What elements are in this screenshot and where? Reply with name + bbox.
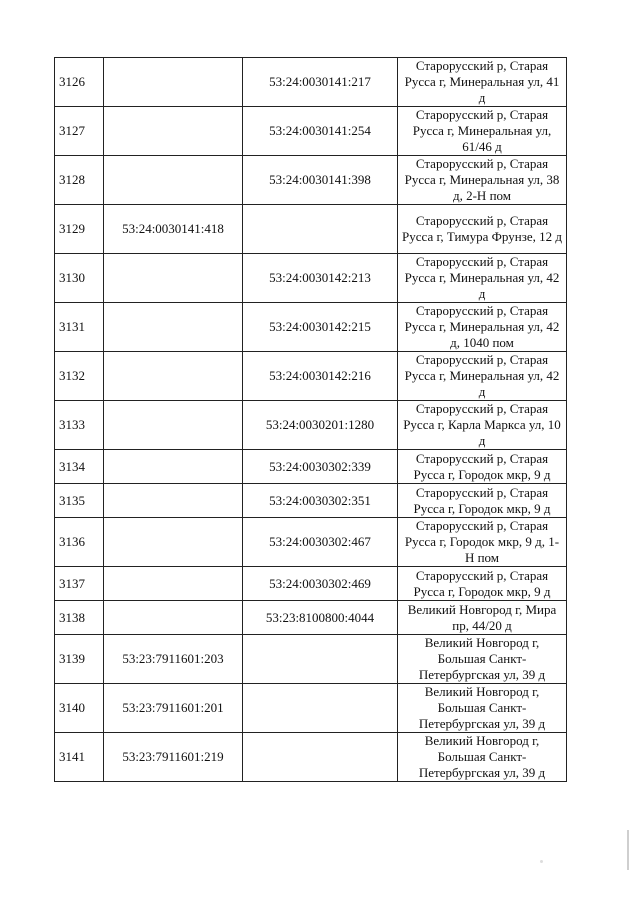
cadastral-number-b-cell: 53:24:0030141:217 — [243, 58, 398, 107]
row-number-cell: 3130 — [55, 254, 104, 303]
cadastral-number-a-cell — [104, 401, 243, 450]
address-cell: Великий Новгород г, Большая Санкт-Петербургская ул, 39 д — [398, 684, 567, 733]
table-row — [55, 254, 567, 303]
cadastral-number-b-cell: 53:24:0030302:469 — [243, 567, 398, 601]
cadastral-number-b-cell — [243, 684, 398, 733]
cadastral-number-b-cell: 53:24:0030142:213 — [243, 254, 398, 303]
row-number-cell: 3134 — [55, 450, 104, 484]
cadastral-number-b-cell: 53:24:0030302:339 — [243, 450, 398, 484]
cadastral-number-a-cell — [104, 107, 243, 156]
row-number-cell: 3140 — [55, 684, 104, 733]
scan-artifact — [627, 830, 629, 870]
table-row — [55, 107, 567, 156]
row-number-cell: 3127 — [55, 107, 104, 156]
cadastral-number-b-cell: 53:24:0030142:215 — [243, 303, 398, 352]
address-cell: Старорусский р, Старая Русса г, Карла Маркса ул, 10 д — [398, 401, 567, 450]
cadastral-number-b-cell: 53:23:8100800:4044 — [243, 601, 398, 635]
row-number-cell: 3136 — [55, 518, 104, 567]
table-row — [55, 156, 567, 205]
cadastral-number-a-cell — [104, 484, 243, 518]
cadastral-number-a-cell: 53:24:0030141:418 — [104, 205, 243, 254]
cadastral-number-a-cell — [104, 450, 243, 484]
address-cell: Старорусский р, Старая Русса г, Минеральная ул, 42 д — [398, 352, 567, 401]
table-row — [55, 733, 567, 782]
row-number-cell: 3139 — [55, 635, 104, 684]
cadastral-number-a-cell: 53:23:7911601:201 — [104, 684, 243, 733]
cadastral-number-b-cell: 53:24:0030142:216 — [243, 352, 398, 401]
address-cell: Старорусский р, Старая Русса г, Минеральная ул, 42 д — [398, 254, 567, 303]
table-row — [55, 518, 567, 567]
row-number-cell: 3138 — [55, 601, 104, 635]
table-row — [55, 484, 567, 518]
address-cell: Старорусский р, Старая Русса г, Городок мкр, 9 д — [398, 450, 567, 484]
table-row — [55, 635, 567, 684]
cadastral-number-b-cell: 53:24:0030201:1280 — [243, 401, 398, 450]
cadastral-number-a-cell: 53:23:7911601:203 — [104, 635, 243, 684]
row-number-cell: 3129 — [55, 205, 104, 254]
table-row — [55, 205, 567, 254]
row-number-cell: 3133 — [55, 401, 104, 450]
cadastral-number-b-cell: 53:24:0030141:254 — [243, 107, 398, 156]
table-row — [55, 352, 567, 401]
address-cell: Старорусский р, Старая Русса г, Минеральная ул, 42 д, 1040 пом — [398, 303, 567, 352]
address-cell: Старорусский р, Старая Русса г, Городок мкр, 9 д, 1-Н пом — [398, 518, 567, 567]
address-cell: Старорусский р, Старая Русса г, Минеральная ул, 38 д, 2-Н пом — [398, 156, 567, 205]
cadastral-number-a-cell — [104, 601, 243, 635]
cadastral-number-a-cell — [104, 303, 243, 352]
row-number-cell: 3126 — [55, 58, 104, 107]
table-row — [55, 450, 567, 484]
table-row — [55, 303, 567, 352]
table-row — [55, 684, 567, 733]
cadastral-number-a-cell — [104, 352, 243, 401]
row-number-cell: 3137 — [55, 567, 104, 601]
table-row — [55, 58, 567, 107]
address-cell: Старорусский р, Старая Русса г, Тимура Фрунзе, 12 д — [398, 205, 567, 254]
cadastral-number-a-cell — [104, 518, 243, 567]
cadastral-number-b-cell — [243, 733, 398, 782]
row-number-cell: 3141 — [55, 733, 104, 782]
address-cell: Старорусский р, Старая Русса г, Минеральная ул, 41 д — [398, 58, 567, 107]
table-row — [55, 567, 567, 601]
address-cell: Великий Новгород г, Большая Санкт-Петербургская ул, 39 д — [398, 733, 567, 782]
cadastral-number-b-cell: 53:24:0030141:398 — [243, 156, 398, 205]
row-number-cell: 3128 — [55, 156, 104, 205]
cadastral-number-b-cell — [243, 205, 398, 254]
address-cell: Старорусский р, Старая Русса г, Городок мкр, 9 д — [398, 484, 567, 518]
address-cell: Старорусский р, Старая Русса г, Минеральная ул, 61/46 д — [398, 107, 567, 156]
cadastral-number-a-cell — [104, 156, 243, 205]
cadastral-number-a-cell — [104, 58, 243, 107]
registry-table-body — [55, 58, 567, 782]
table-row — [55, 401, 567, 450]
cadastral-number-b-cell — [243, 635, 398, 684]
row-number-cell: 3135 — [55, 484, 104, 518]
cadastral-number-a-cell — [104, 567, 243, 601]
address-cell: Старорусский р, Старая Русса г, Городок мкр, 9 д — [398, 567, 567, 601]
table-row — [55, 601, 567, 635]
cadastral-number-a-cell: 53:23:7911601:219 — [104, 733, 243, 782]
scan-artifact-dot — [540, 860, 543, 863]
address-cell: Великий Новгород г, Мира пр, 44/20 д — [398, 601, 567, 635]
cadastral-number-b-cell: 53:24:0030302:351 — [243, 484, 398, 518]
row-number-cell: 3131 — [55, 303, 104, 352]
registry-table — [54, 57, 567, 782]
cadastral-number-b-cell: 53:24:0030302:467 — [243, 518, 398, 567]
address-cell: Великий Новгород г, Большая Санкт-Петербургская ул, 39 д — [398, 635, 567, 684]
cadastral-number-a-cell — [104, 254, 243, 303]
row-number-cell: 3132 — [55, 352, 104, 401]
